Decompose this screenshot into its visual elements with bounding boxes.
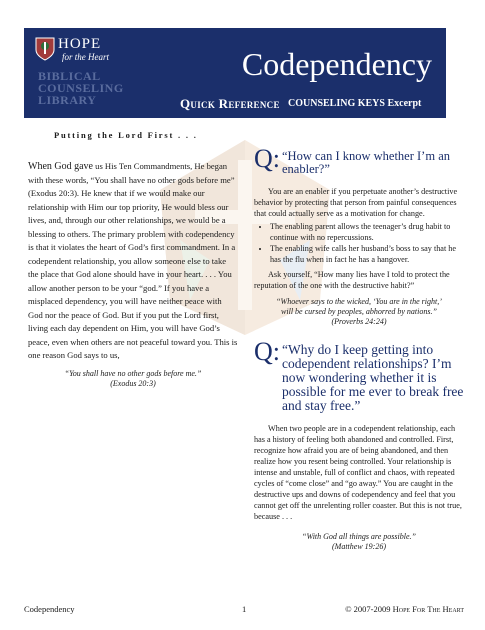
- answer-2-paragraph: When two people are in a codependent relationship, each has a history of feeling both abandoned and controlled. First, recognize how afraid you are of being abandoned, and then realize how you resent being controlled. Your relationship is intense and unstable, full of conflict and chaos, with repeated cycles of “come close” and “go away.” You are caught in the destructive ups and downs of codependency and feel that you cannot get off the unrelenting roller coaster. But this is not true, because . . .: [254, 424, 462, 521]
- subtitle-bar: [174, 96, 446, 112]
- library-line: LIBRARY: [38, 93, 97, 107]
- citation-reference: (Matthew 19:26): [332, 542, 386, 551]
- header-banner: [24, 28, 446, 118]
- citation-quote: “You shall have no other gods before me.”: [64, 368, 202, 378]
- citation-reference: (Exodus 20:3): [110, 378, 156, 388]
- scripture-citation: [28, 369, 238, 389]
- question-2: [254, 337, 464, 413]
- q-letter: Q:: [254, 337, 280, 366]
- q-letter: Q:: [254, 144, 280, 173]
- library-line: COUNSELING: [38, 81, 124, 95]
- library-title: [38, 70, 124, 106]
- logo: [32, 34, 142, 114]
- page-number: 1: [242, 604, 247, 614]
- matthew-citation: [254, 532, 464, 552]
- answer-1-bullets: [254, 221, 464, 265]
- question-2-text: “Why do I keep getting into codependent relationships? I’m now wondering whether it is possible for me ever to break free and stay free.”: [282, 342, 464, 413]
- lead-in-text: When God gave: [28, 161, 93, 172]
- page-title: Codependency: [241, 46, 432, 82]
- body-text: us His Ten Commandments, He began with these words, “You shall have no other gods before me” (Exodus 20:3). He knew that if we would make our relationship with Him our top priority, He would bless our lives, and, through our other relationships, we would be a blessing to others. The primary problem with codependency is that it violates the heart of God’s first commandment. In a codependent relationship, you allow someone else to take the place that God alone should have in your heart. . . . You allow another person to be your “god.” If you have a misplaced dependency, you will have neither peace with God nor the peace of God. But if you put the Lord first, living each day dependent on Him, you will have God’s peace, even when others are not peaceful toward you. This is one reason God says to us,: [28, 161, 238, 360]
- list-item: • The enabling wife calls her husband’s boss to say that he has the flu when in fact he has a hangover.: [270, 243, 464, 265]
- citation-line: will be cursed by peoples, abhorred by nations.”: [281, 307, 437, 316]
- shield-logo-icon: [34, 36, 56, 62]
- answer-1-paragraph: You are an enabler if you perpetuate another’s destructive behavior by protecting that person from painful consequences that could actually serve as a motivation for change.: [254, 187, 458, 218]
- citation-quote: “With God all things are possible.”: [302, 532, 416, 541]
- right-column: [254, 144, 464, 552]
- section-heading: Putting the Lord First . . .: [54, 130, 198, 140]
- footer-title: Codependency: [24, 604, 75, 614]
- list-item: • The enabling parent allows the teenager’s drug habit to continue with no repercussions.: [270, 221, 464, 243]
- counseling-keys-label: COUNSELING KEYS Excerpt: [288, 98, 422, 109]
- library-line: BIBLICAL: [38, 69, 101, 83]
- answer-1-ask: Ask yourself, “How many lies have I told to protect the reputation of the one with the destructive habit?”: [254, 270, 450, 290]
- quick-reference-label: Quick Reference: [180, 96, 280, 111]
- citation-reference: (Proverbs 24:24): [331, 317, 387, 326]
- question-1: [254, 144, 464, 176]
- copyright: © 2007-2009 Hope For The Heart: [345, 604, 464, 614]
- proverbs-citation: [254, 297, 464, 327]
- body-paragraph: [28, 160, 238, 363]
- answer-2: [254, 423, 464, 552]
- left-column: [28, 130, 238, 389]
- citation-line: “Whoever says to the wicked, ‘You are in the right,’: [276, 297, 442, 306]
- logo-subtitle: for the Heart: [62, 52, 109, 62]
- question-1-text: “How can I know whether I’m an enabler?”: [282, 149, 450, 176]
- logo-hope-text: HOPE: [58, 36, 102, 52]
- answer-1: [254, 186, 464, 327]
